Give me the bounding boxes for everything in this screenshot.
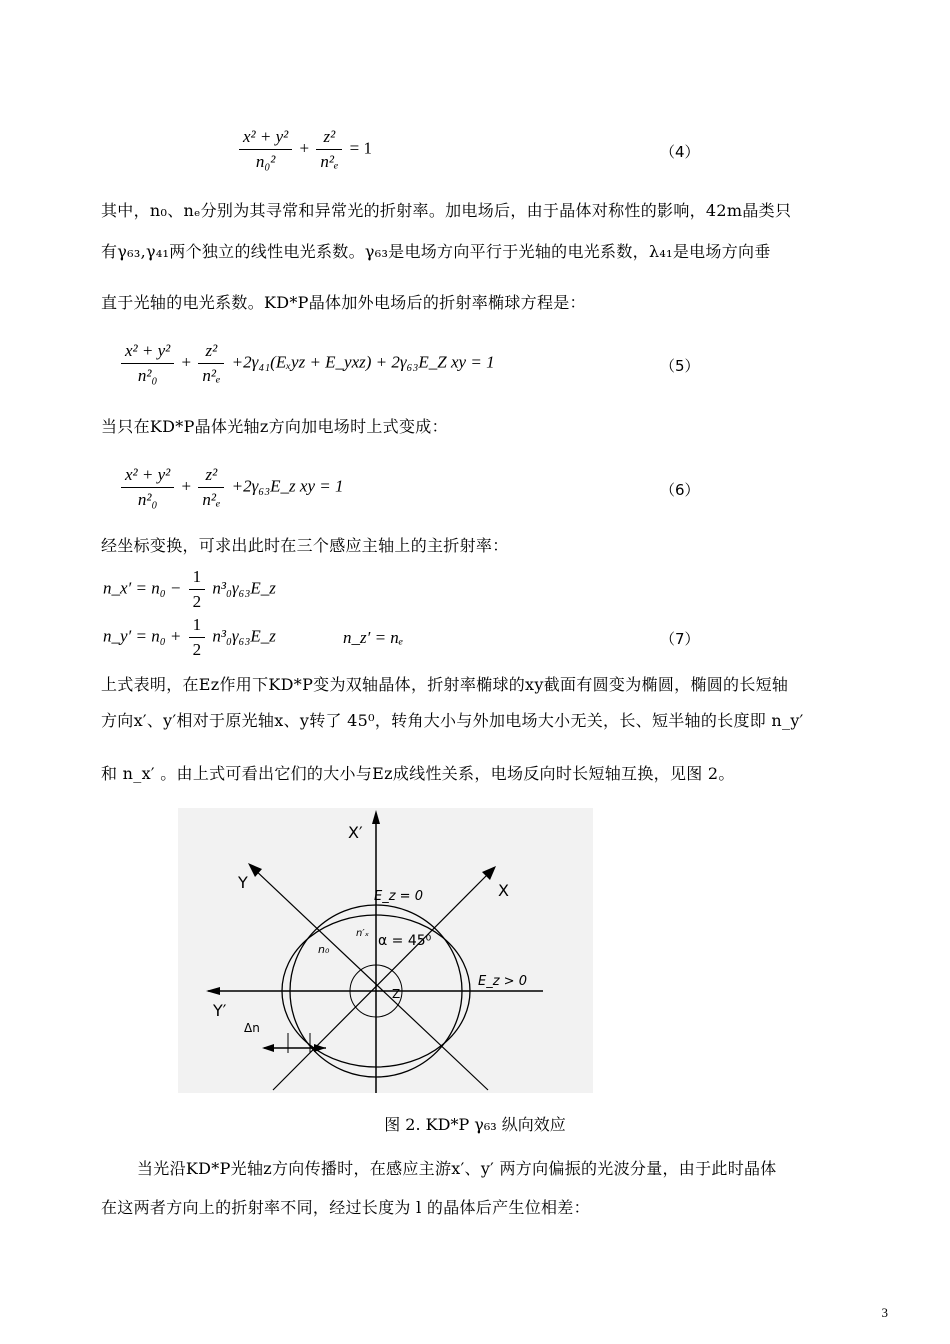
label-y: Y: [238, 873, 248, 892]
page-number: 3: [881, 1305, 888, 1320]
paragraph-3: 经坐标变换，可求出此时在三个感应主轴上的主折射率：: [101, 536, 509, 555]
figure-caption: 图 2. KD*P γ₆₃ 纵向效应: [384, 1115, 566, 1134]
equation-6: $\frac{\text{x² + y²}}{\text{n²₀}}$ + $\frac{\text{z²}}{\text{n²ₑ}}$ +2γ₆₃E_z xy = 1: [118, 465, 343, 510]
paragraph-5-line-2: 在这两者方向上的折射率不同，经过长度为 l 的晶体后产生位相差：: [101, 1198, 590, 1217]
paragraph-2: 当只在KD*P晶体光轴z方向加电场时上式变成：: [101, 417, 448, 436]
label-ez0: E_z = 0: [374, 889, 423, 904]
label-y-prime: Y′: [213, 1001, 227, 1020]
label-z: Z: [392, 987, 401, 1001]
label-alpha: α = 45⁰: [378, 933, 432, 949]
paragraph-1-line-2: 有γ₆₃,γ₄₁两个独立的线性电光系数。γ₆₃是电场方向平行于光轴的电光系数，λ₄₁是电场方向垂: [101, 242, 771, 261]
paragraph-5-line-1: 当光沿KD*P光轴z方向传播时，在感应主游x′、y′ 两方向偏振的光波分量，由于此时晶体: [137, 1159, 777, 1178]
equation-number-7: （7）: [660, 630, 700, 648]
equation-number-4: （4）: [660, 143, 700, 161]
label-x: X: [498, 881, 509, 900]
label-delta-n: Δn: [244, 1021, 260, 1035]
equation-5: $\frac{\text{x² + y²}}{\text{n²₀}}$ + $\frac{\text{z²}}{\text{n²ₑ}}$ +2γ₄₁(Eₓyz + E_yxz) + 2γ₆₃E_Z xy = 1: [118, 341, 495, 386]
paragraph-4-line-3: 和 n_x′ 。由上式可看出它们的大小与Ez成线性关系，电场反向时长短轴互换，见图 2。: [101, 764, 735, 783]
paragraph-1-line-1: 其中，n₀、nₑ分别为其寻常和异常光的折射率。加电场后，由于晶体对称性的影响，42m晶类只: [101, 201, 792, 220]
paragraph-4-line-1: 上式表明，在Ez作用下KD*P变为双轴晶体，折射率椭球的xy截面有圆变为椭圆，椭圆的长短轴: [101, 675, 789, 694]
equation-4: $\frac{\text{x² + y²}}{\text{n₀²}}$ + $\frac{\text{z²}}{\text{n²ₑ}}$ = 1: [236, 127, 372, 172]
paragraph-4-line-2: 方向x′、y′相对于原光轴x、y转了 45⁰，转角大小与外加电场大小无关，长、短半轴的长度即 n_y′: [101, 711, 804, 730]
figure-2-ellipse-diagram: [178, 808, 593, 1093]
label-nz: n′ₓ: [356, 928, 370, 939]
equation-number-6: （6）: [660, 481, 700, 499]
equation-7a: n_x′ = n₀ − $\frac{1}{2}$ n³₀γ₆₃E_z: [103, 567, 276, 611]
label-n0: n₀: [318, 943, 330, 956]
equation-7b: n_y′ = n₀ + $\frac{1}{2}$ n³₀γ₆₃E_z: [103, 615, 276, 659]
figure-background: [178, 808, 593, 1093]
equation-7-nz: n_z′ = nₑ: [343, 628, 404, 647]
paragraph-1-line-3: 直于光轴的电光系数。KD*P晶体加外电场后的折射率椭球方程是：: [101, 293, 586, 312]
equation-number-5: （5）: [660, 357, 700, 375]
label-x-prime: X′: [348, 823, 363, 842]
label-ezpos: E_z > 0: [478, 974, 527, 989]
